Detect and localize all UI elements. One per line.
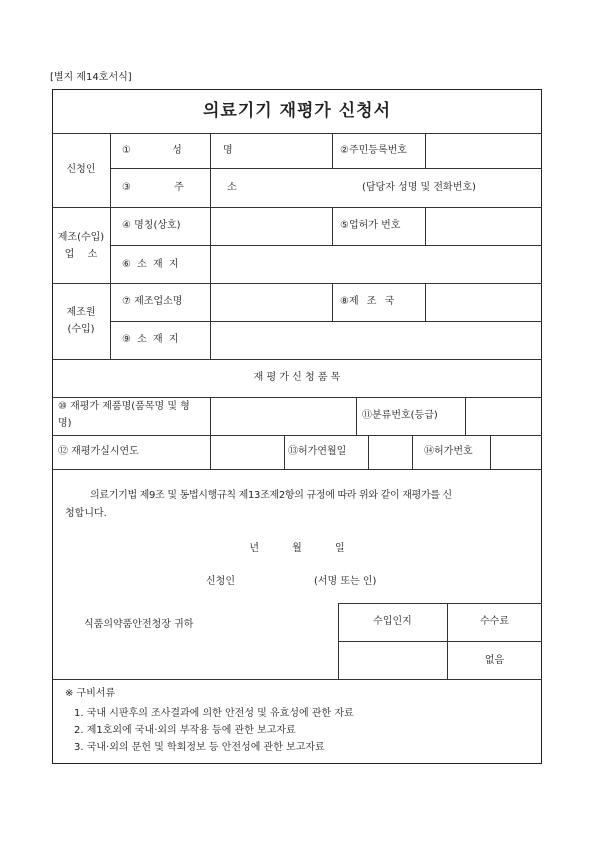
divider [110,133,111,359]
divider [356,397,357,435]
name-field[interactable] [211,134,331,168]
product-name-label: ⑩ 재평가 제품명(품목명 및 형 [58,401,190,412]
applicant-section-label: 신청인 [66,164,96,175]
company-name-label: ④ 명칭(상호) [122,220,181,231]
license-number-label: ⑤업허가 번호 [340,220,401,231]
product-name-field[interactable] [211,398,355,435]
document-item: 1. 국내 시판후의 조사결과에 의한 안전성 및 유효성에 관한 자료 [74,708,354,719]
manufacturer-location-label: ⑥ 소 재 지 [122,259,179,270]
divider [332,283,333,321]
address-label: ③ 주 소 [122,182,237,193]
contact-hint: (담당자 성명 및 전화번호) [362,182,476,193]
classification-field[interactable] [466,398,541,435]
declaration-text: 의료기기법 제9조 및 동법시행규칙 제13조제2항의 규정에 따라 위와 같이 재평가를 신 [90,490,452,501]
permit-number-label: ⑭허가번호 [424,446,473,457]
document-item: 3. 국내·외의 문헌 및 학회정보 등 안전성에 관한 보고자료 [74,742,325,753]
items-section-header: 재 평 가 신 청 품 목 [253,372,341,383]
country-field[interactable] [426,284,541,321]
divider [52,359,542,360]
maker-name-field[interactable] [211,284,331,321]
permit-number-field[interactable] [491,436,541,469]
revenue-stamp-box[interactable] [339,642,446,678]
divider [52,469,542,470]
country-label: ⑧제 조 국 [340,296,395,307]
signer-label: 신청인 [206,576,235,587]
name-label: ① 성 명 [122,145,233,156]
application-date: 년 월 일 [249,543,345,554]
classification-label: ⑪분류번호(등급) [362,410,438,421]
divider [412,435,413,469]
divider [447,603,448,679]
license-number-field[interactable] [426,208,541,245]
origin-location-label: ⑨ 소 재 지 [122,334,179,345]
rrn-label: ②주민등록번호 [340,145,407,156]
evaluation-year-field[interactable] [211,436,283,469]
fee-value: 없음 [484,655,505,666]
divider [284,435,285,469]
maker-name-label: ⑦ 제조업소명 [122,296,183,307]
document-item: 2. 제1호외에 국내·외의 부작용 등에 관한 보고자료 [74,725,296,736]
manufacturer-location-field[interactable] [211,246,541,283]
revenue-stamp-header: 수입인지 [373,616,412,627]
fee-header: 수수료 [480,616,509,627]
permit-date-label: ⑬허가연월일 [288,446,347,457]
rrn-field[interactable] [426,134,541,168]
divider [332,207,333,245]
signature-hint: (서명 또는 인) [314,576,377,587]
evaluation-year-label: ⑫ 재평가실시연도 [58,446,139,457]
form-title: 의료기기 재평가 신청서 [202,101,392,121]
documents-heading: ※ 구비서류 [65,688,116,699]
divider [52,435,542,436]
manufacturer-section-label: 업 소 [64,249,98,260]
product-name-label-cont: 명) [58,418,72,429]
form-number-label: [별지 제14호서식] [50,72,132,83]
divider [52,679,542,680]
manufacturer-section-label: 제조(수입) [57,232,105,243]
divider [332,133,333,168]
signer-field[interactable] [250,572,310,588]
permit-date-field[interactable] [369,436,411,469]
origin-section-label: (수입) [67,324,95,335]
origin-section-label: 제조원 [66,307,96,318]
addressee: 식품의약품안전청장 귀하 [84,619,194,630]
company-name-field[interactable] [211,208,331,245]
origin-location-field[interactable] [211,322,541,359]
divider [338,603,542,604]
declaration-text-cont: 청합니다. [65,508,107,519]
